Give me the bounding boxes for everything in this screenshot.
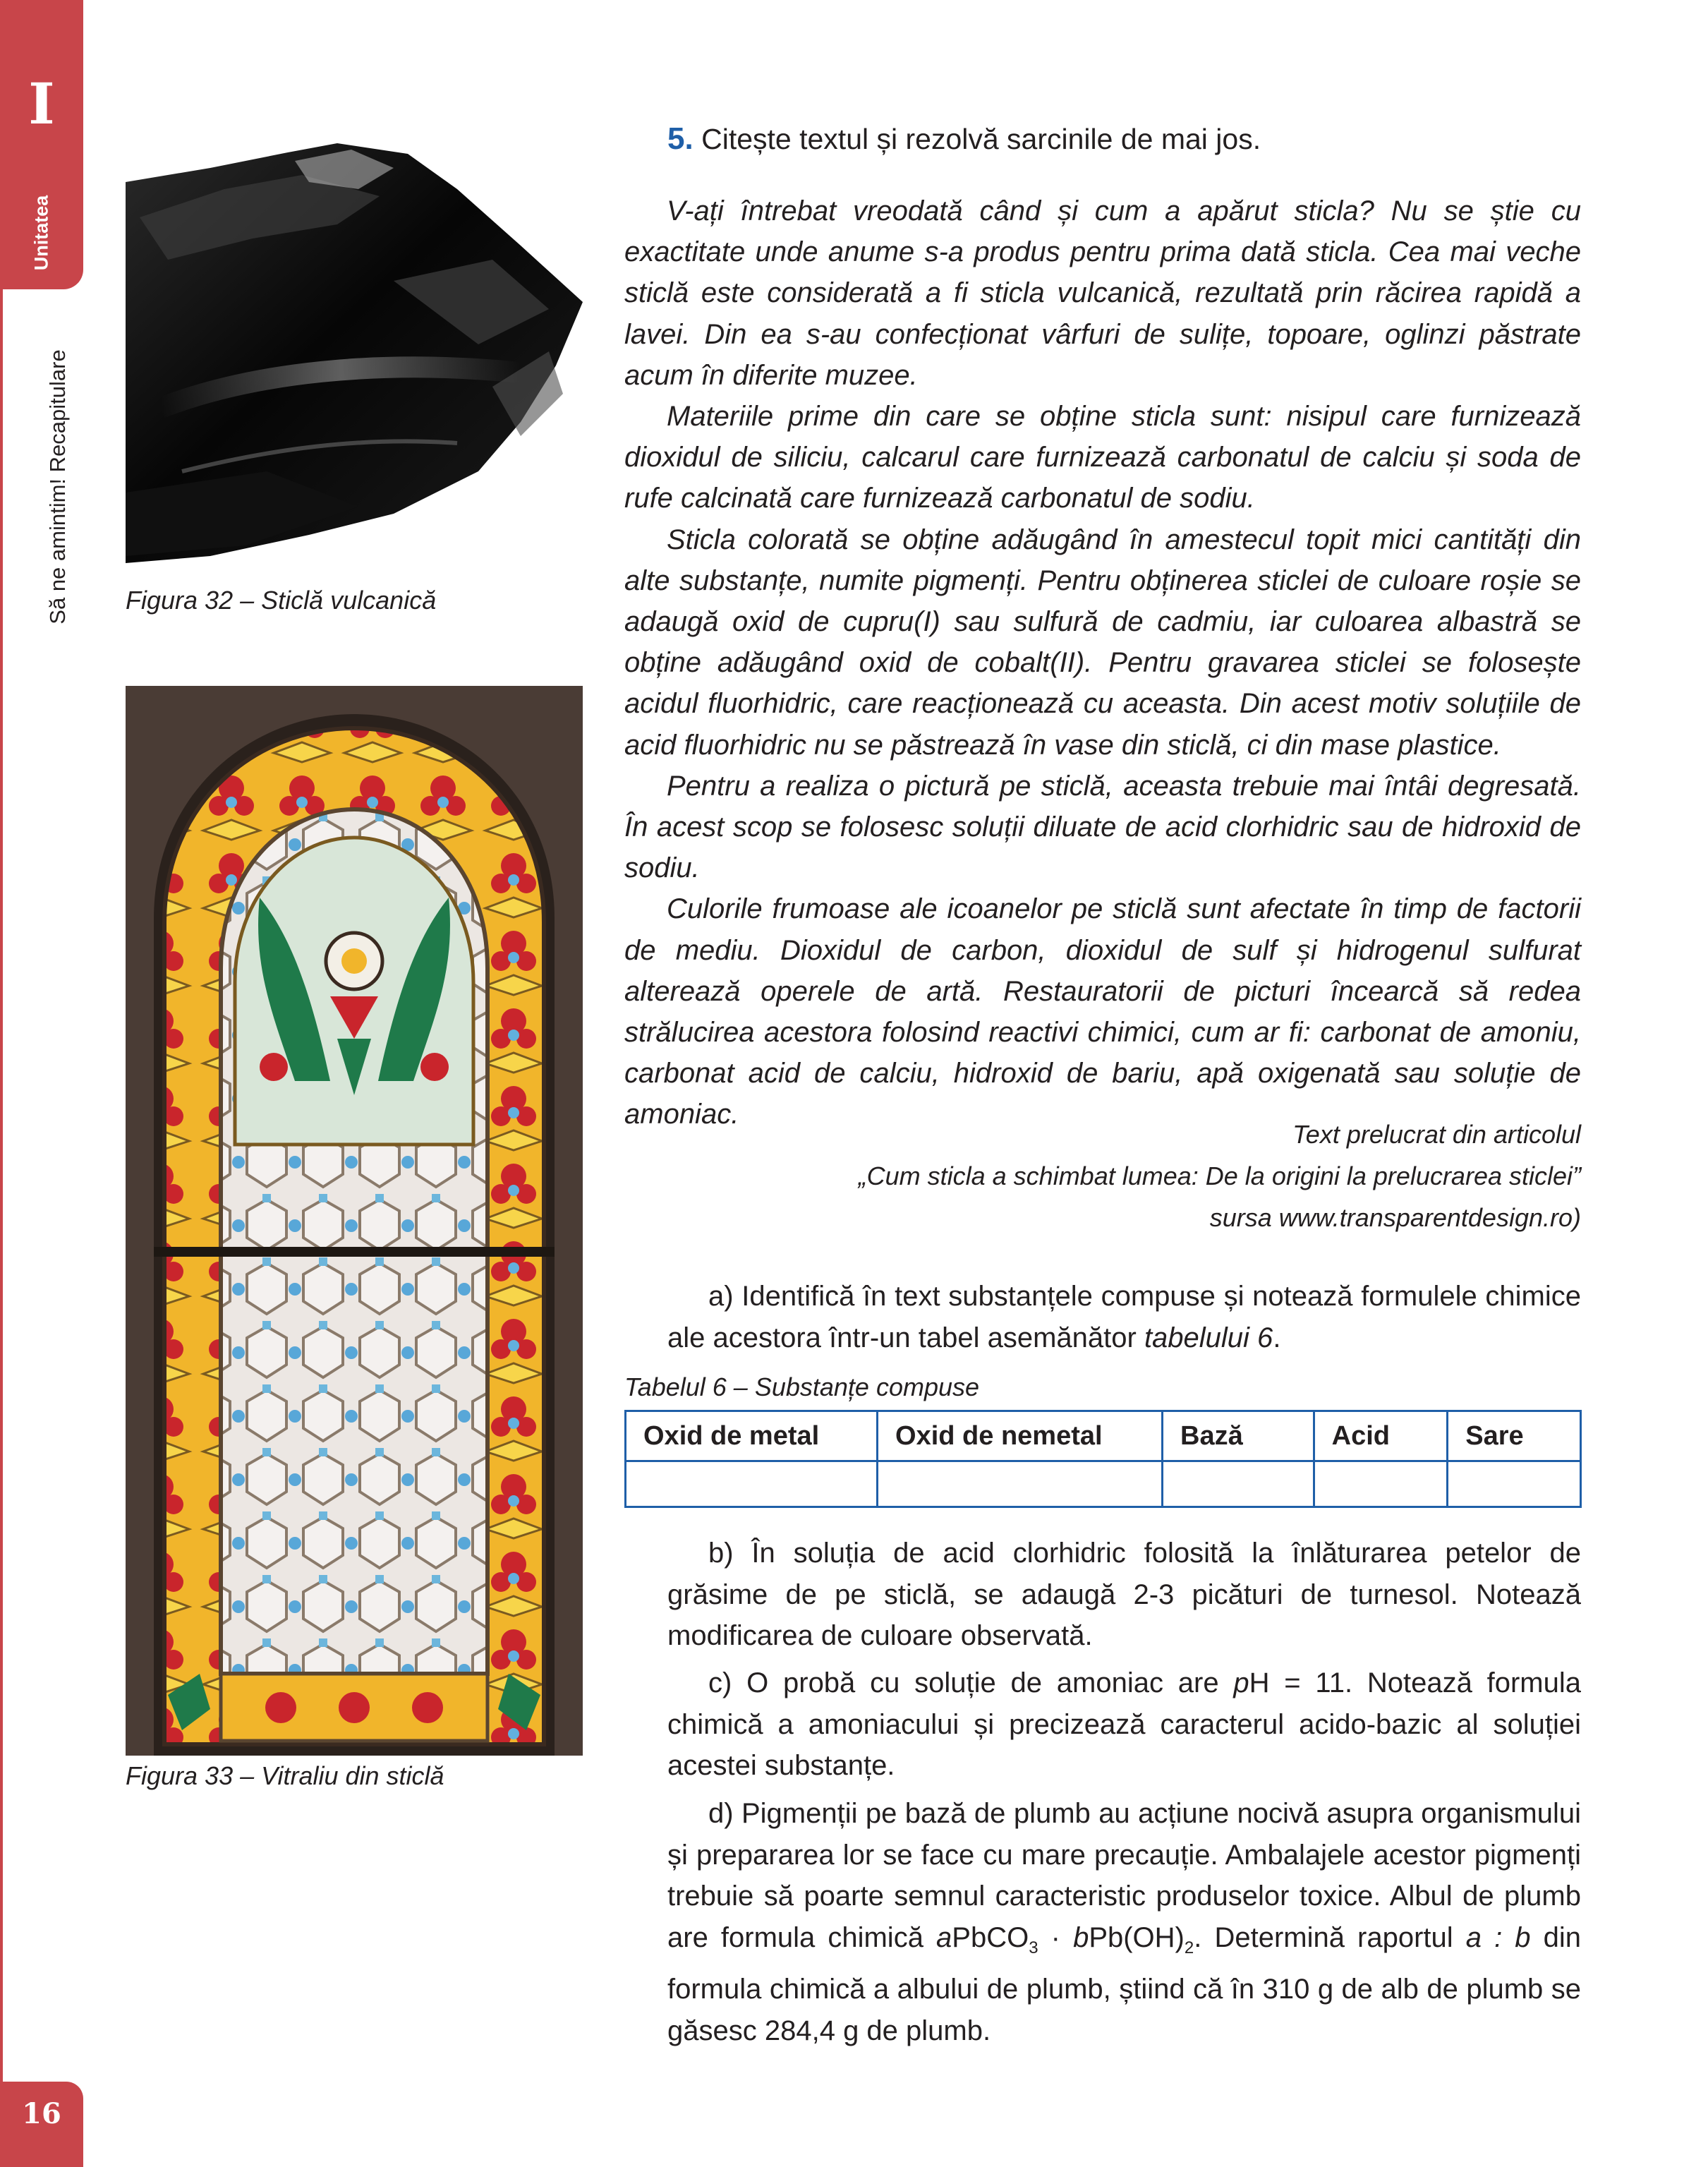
unit-label: Unitatea [30, 195, 52, 271]
source-line: „Cum sticla a schimbat lumea: De la origini la prelucrarea sticlei” [858, 1161, 1581, 1190]
task-d: d) Pigmenții pe bază de plumb au acțiune nocivă asupra organismului și prepararea lor se face cu mare precauție. Ambalajele acestor pigmenți trebuie să poarte semnul caracteristic produselor toxice. Albul de plumb are formula chimică aPbCO$_3$ · $bPb(OH)_2$. Determină raportul a : b din formula chimică a albului de plumb, știind că în 310 g de alb de plumb se găsesc 284,4 g de plumb. [667, 1798, 1581, 2046]
volcanic-glass-photo [126, 140, 583, 577]
source-line: sursa www.transparentdesign.ro) [1209, 1203, 1581, 1232]
page-number-box [0, 2082, 83, 2167]
table-cell [1448, 1461, 1581, 1507]
task-c: c) O probă cu soluție de amoniac are pH = 11. Notează formula chimică a amoniacului și precizează caracterul acido-bazic al soluției acestei substanțe. [667, 1667, 1582, 1781]
table-cell [878, 1461, 1163, 1507]
table-header-cell: Acid [1314, 1411, 1448, 1461]
page-number: 16 [22, 2097, 61, 2130]
table-header-cell: Oxid de metal [626, 1411, 878, 1461]
table-cell [626, 1461, 878, 1507]
table-cell [1314, 1461, 1448, 1507]
article-source [624, 1113, 1581, 1238]
unit-roman-numeral: I [28, 71, 55, 137]
sidebar-rule [0, 289, 3, 2082]
table-header-cell: Bază [1163, 1411, 1314, 1461]
table-row [626, 1461, 1581, 1507]
stained-glass-photo [126, 686, 583, 1756]
exercise-instruction: Citește textul și rezolvă sarcinile de mai jos. [701, 123, 1261, 155]
exercise-number: 5. [667, 121, 694, 156]
table-header-row [626, 1411, 1581, 1461]
task-a-text: a) Identifică în text substanțele compuse și notează formulele chimice ale acestora într-un tabel asemănător [667, 1281, 1581, 1353]
figure-33-caption: Figura 33 – Vitraliu din sticlă [126, 1761, 444, 1790]
table-cell [1163, 1461, 1314, 1507]
table-header-cell: Oxid de nemetal [878, 1411, 1163, 1461]
task-a-table-ref: tabelului 6 [1144, 1322, 1273, 1353]
article-paragraph: Materiile prime din care se obține sticla sunt: nisipul care furnizează dioxidul de siliciu, calcarul care furnizează carbonatul de calciu și soda de rufe calcinată care furnizează carbonatul de sodiu. [624, 401, 1581, 514]
table-header-cell: Sare [1448, 1411, 1581, 1461]
exercise-heading [667, 121, 1261, 157]
figure-32-caption: Figura 32 – Sticlă vulcanică [126, 586, 437, 615]
unit-title: Să ne amintim! Recapitulare [45, 349, 70, 624]
table-caption: Tabelul 6 – Substanțe compuse [624, 1372, 980, 1401]
unit-tab [0, 0, 83, 289]
compounds-table [624, 1410, 1582, 1508]
task-a: a) Identifică în text substanțele compuse și notează formulele chimice ale acestora într-un tabel asemănător tabelului 6. [667, 1281, 1581, 1353]
task-b [667, 1533, 1581, 1657]
article-paragraph: Sticla colorată se obține adăugând în amestecul topit mici cantități din alte substanțe, numite pigmenți. Pentru obținerea sticlei de culoare roșie se adaugă oxid de cupru(I) sau sulfură de cadmiu, iar culoarea albastră se obține adăugând oxid de cobalt(II). Pentru gravarea sticlei se folosește acidul fluorhidric, care reacționează cu aceasta. Din acest motiv soluțiile de acid fluorhidric nu se păstrează în vase din sticlă, ci din mase plastice. [624, 524, 1581, 761]
article-paragraph: Pentru a realiza o pictură pe sticlă, aceasta trebuie mai întâi degresată. În acest scop se folosesc soluții diluate de acid clorhidric sau de hidroxid de sodiu. [624, 770, 1581, 884]
source-line: Text prelucrat din articolul [1292, 1120, 1581, 1149]
task-b-text: b) În soluția de acid clorhidric folosită la înlăturarea petelor de grăsime de pe sticlă, se adaugă 2-3 picături de turnesol. Notează modificarea de culoare observată. [667, 1538, 1581, 1651]
article-paragraph: V-ați întrebat vreodată când și cum a apărut sticla? Nu se știe cu exactitate unde anume s-a produs pentru prima dată sticla. Cea mai veche sticlă este considerată a fi sticla vulcanică, rezultată prin răcirea rapidă a lavei. Din ea s-au confecționat vârfuri de sulițe, topoare, oglinzi păstrate acum în diferite muzee. [624, 195, 1581, 391]
article-paragraph: Culorile frumoase ale icoanelor pe sticlă sunt afectate în timp de factorii de mediu. Dioxidul de carbon, dioxidul de sulf și hidrogenul sulfurat alterează operele de artă. Restauratorii de picturi încearcă să redea strălucirea acestora folosind reactivi chimici, cum ar fi: carbonat de amoniu, carbonat acid de calciu, hidroxid de bariu, apă oxigenată sau soluție de amoniac. [624, 893, 1581, 1130]
article-text [624, 191, 1581, 1135]
